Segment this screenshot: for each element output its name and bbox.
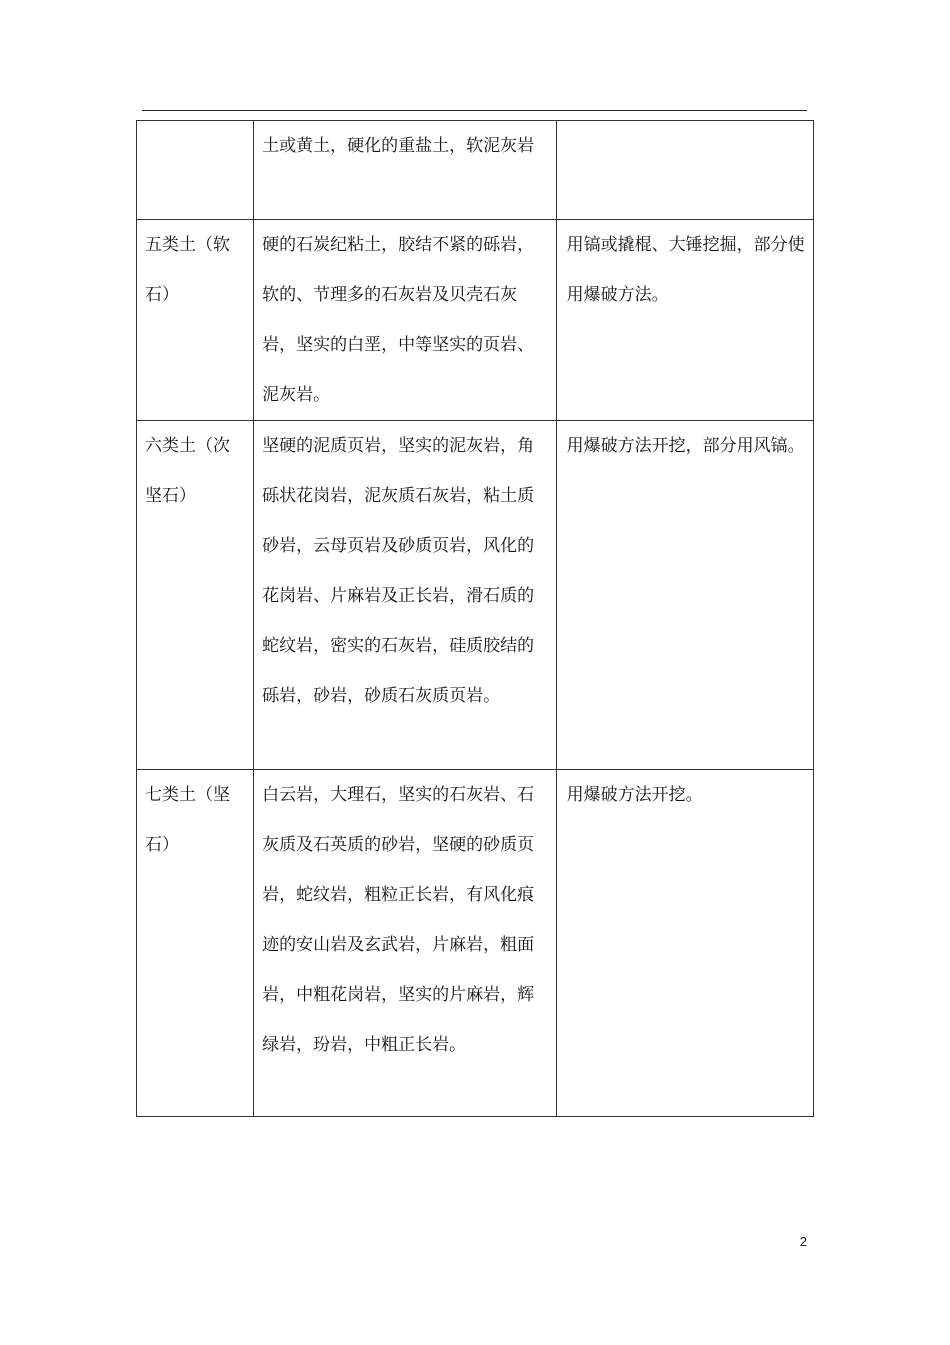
rock-description-cell	[254, 770, 556, 1117]
rock-description-text: 坚硬的泥质页岩，坚实的泥灰岩，角砾状花岗岩，泥灰质石灰岩，粘土质砂岩，云母页岩及砂质页岩，风化的花岗岩、片麻岩及正长岩，滑石质的蛇纹岩，密实的石灰岩，硅质胶结的砾岩，砂岩，砂质石灰质页岩。	[262, 436, 535, 706]
excavation-method-text: 用爆破方法开挖。	[566, 785, 703, 805]
rock-description-text: 硬的石炭纪粘土，胶结不紧的砾岩，软的、节理多的石灰岩及贝壳石灰岩，坚实的白垩，中等坚实的页岩、泥灰岩。	[262, 235, 535, 405]
soil-class-text: 七类土（坚石）	[145, 785, 230, 855]
rock-description-cell	[254, 421, 556, 770]
excavation-method-cell	[556, 421, 813, 770]
rock-description-text: 白云岩，大理石，坚实的石灰岩、石灰质及石英质的砂岩，坚硬的砂质页岩，蛇纹岩，粗粒正长岩，有风化痕迹的安山岩及玄武岩，片麻岩，粗面岩，中粗花岗岩，坚实的片麻岩，辉绿岩，玢岩，中粗正长岩。	[262, 785, 535, 1055]
soil-class-cell	[137, 220, 254, 421]
excavation-method-cell	[556, 121, 813, 220]
page-number: 2	[799, 1234, 807, 1249]
excavation-method-text: 用镐或撬棍、大锤挖掘，部分使用爆破方法。	[566, 235, 805, 305]
soil-class-cell	[137, 770, 254, 1117]
soil-classification-table	[136, 120, 814, 1117]
soil-class-text: 六类土（次坚石）	[145, 436, 230, 506]
soil-class-cell	[137, 121, 254, 220]
excavation-method-text: 用爆破方法开挖，部分用风镐。	[566, 436, 805, 456]
table-row	[137, 121, 814, 220]
table-row	[137, 220, 814, 421]
soil-class-cell	[137, 421, 254, 770]
header-rule	[142, 110, 807, 111]
soil-class-text: 五类土（软石）	[145, 235, 230, 305]
table-row	[137, 421, 814, 770]
excavation-method-cell	[556, 770, 813, 1117]
excavation-method-cell	[556, 220, 813, 421]
table-row	[137, 770, 814, 1117]
rock-description-cell	[254, 220, 556, 421]
rock-description-text: 土或黄土，硬化的重盐土，软泥灰岩	[262, 136, 535, 156]
rock-description-cell	[254, 121, 556, 220]
